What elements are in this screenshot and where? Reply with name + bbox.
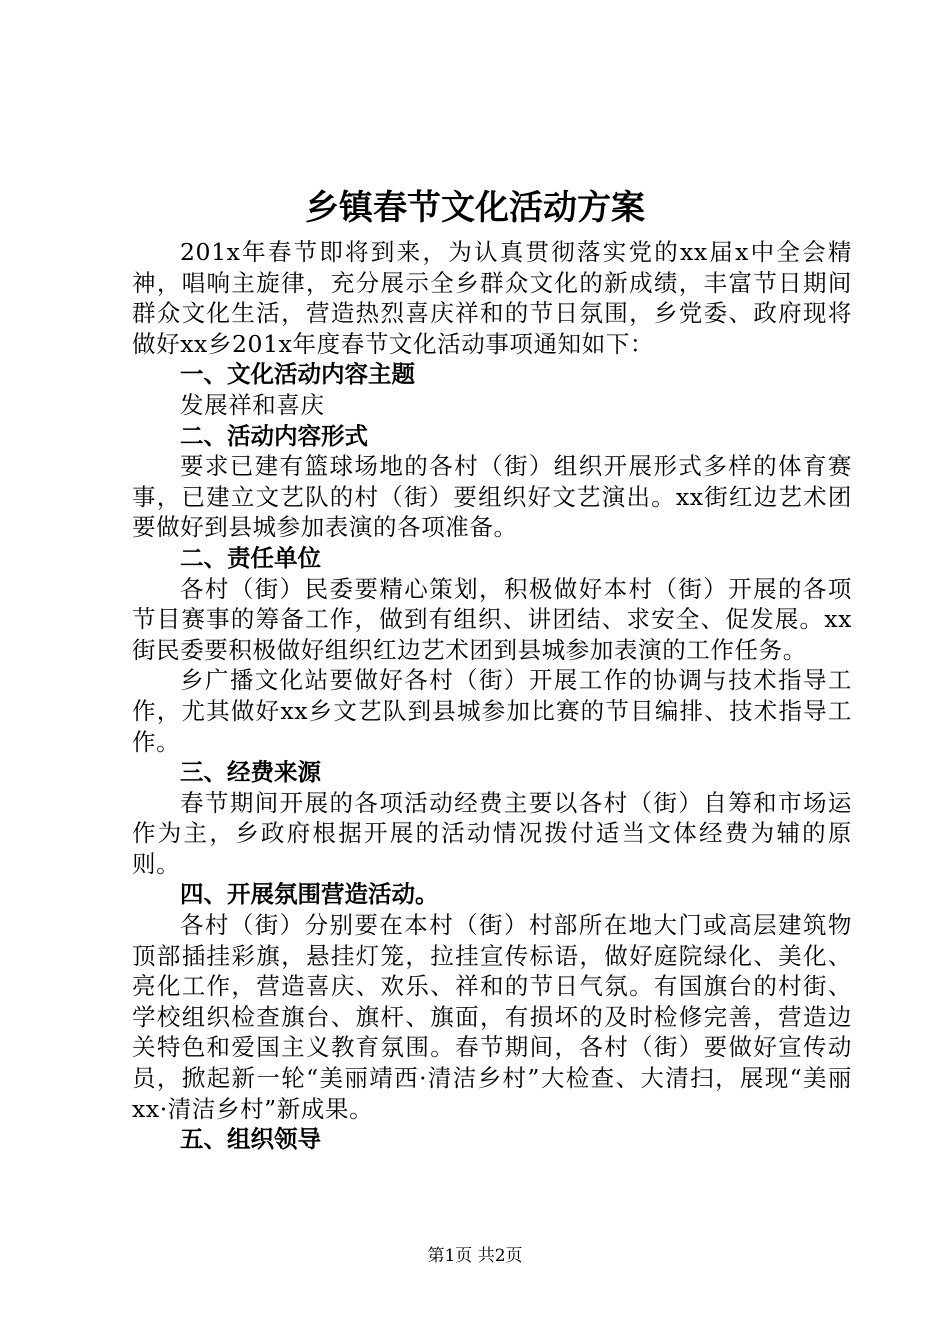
intro-paragraph: 201x年春节即将到来，为认真贯彻落实党的xx届x中全会精神，唱响主旋律，充分展示全乡群众文化的新成绩，丰富节日期间群众文化生活，营造热烈喜庆祥和的节日氛围，乡党委、政府现将做好xx乡201x年度春节文化活动事项通知如下： (132, 238, 852, 358)
section-paragraph: 乡广播文化站要做好各村（街）开展工作的协调与技术指导工作，尤其做好xx乡文艺队到县城参加比赛的节目编排、技术指导工作。 (132, 666, 852, 756)
page-number-footer: 第1页 共2页 (427, 1246, 523, 1266)
section-paragraph: 发展祥和喜庆 (180, 390, 325, 419)
section-paragraph: 要求已建有篮球场地的各村（街）组织开展形式多样的体育赛事，已建立文艺队的村（街）要组织好文艺演出。xx街红边艺术团要做好到县城参加表演的各项准备。 (132, 452, 852, 542)
section-heading: 四、开展氛围营造活动。 (180, 880, 439, 909)
section-heading: 二、责任单位 (180, 543, 321, 572)
section-paragraph: 春节期间开展的各项活动经费主要以各村（街）自筹和市场运作为主，乡政府根据开展的活动情况拨付适当文体经费为辅的原则。 (132, 788, 852, 878)
section-heading: 一、文化活动内容主题 (180, 360, 415, 389)
document-body (132, 237, 852, 1155)
document-title: 乡镇春节文化活动方案 (305, 188, 645, 228)
section-paragraph: 各村（街）分别要在本村（街）村部所在地大门或高层建筑物顶部插挂彩旗，悬挂灯笼，拉挂宣传标语，做好庭院绿化、美化、亮化工作，营造喜庆、欢乐、祥和的节日气氛。有国旗台的村街、学校组织检查旗台、旗杆、旗面，有损坏的及时检修完善，营造边关特色和爱国主义教育氛围。春节期间，各村（街）要做好宣传动员，掀起新一轮“美丽靖西·清洁乡村”大检查、大清扫，展现“美丽xx·清洁乡村”新成果。 (132, 911, 852, 1123)
section-paragraph: 各村（街）民委要精心策划，积极做好本村（街）开展的各项节目赛事的筹备工作，做到有组织、讲团结、求安全、促发展。xx街民委要积极做好组织红边艺术团到县城参加表演的工作任务。 (132, 574, 852, 664)
section-heading: 三、经费来源 (180, 758, 321, 787)
section-heading: 五、组织领导 (180, 1125, 321, 1154)
section-heading: 二、活动内容形式 (180, 421, 368, 450)
